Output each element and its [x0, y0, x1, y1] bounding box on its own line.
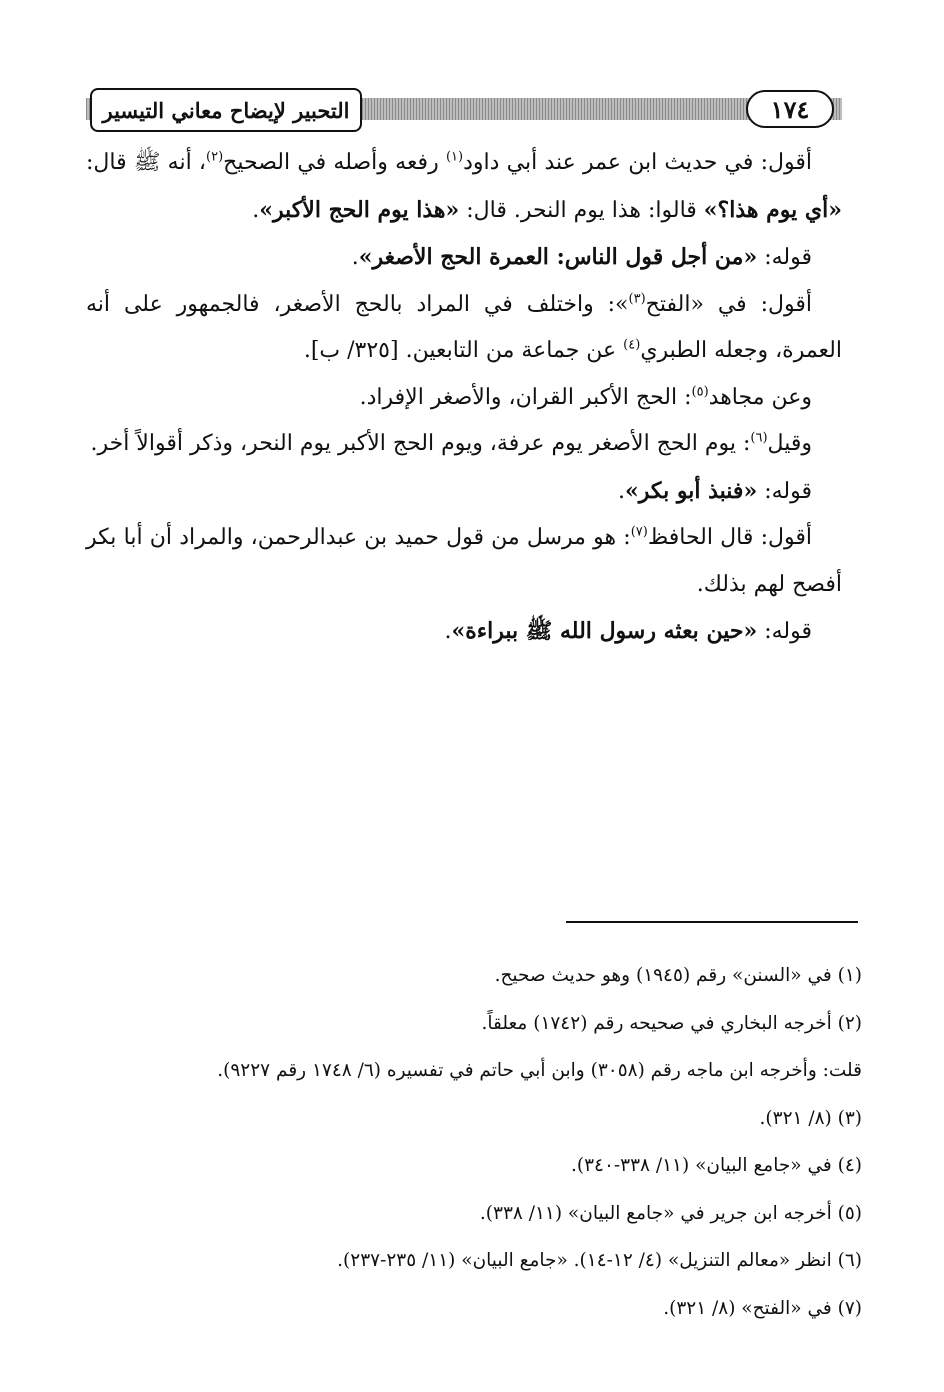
footnote-line: (٤) في «جامع البيان» (١١/ ٣٣٨-٣٤٠).: [570, 1155, 862, 1176]
text-run: .: [351, 245, 359, 270]
text-run: : الحج الأكبر القران، والأصغر الإفراد.: [359, 384, 692, 410]
paragraph: [86, 421, 842, 468]
hadith-quote: «هذا يوم الحج الأكبر»: [259, 196, 460, 223]
footnote-line: (٣) (٨/ ٣٢١).: [759, 1107, 862, 1129]
footnote-line: (١) في «السنن» رقم (١٩٤٥) وهو حديث صحيح.: [494, 965, 862, 986]
text-run: قوله:: [757, 619, 812, 644]
hadith-quote: «فنبذ أبو بكر»: [625, 477, 758, 504]
footnote-ref: (٧): [630, 524, 648, 540]
text-run: وعن مجاهد: [708, 384, 812, 410]
text-run: قوله:: [757, 478, 812, 504]
paragraph: [86, 468, 842, 516]
footnote-line: (٥) أخرجه ابن جرير في «جامع البيان» (١١/ ٣٣٨).: [479, 1202, 862, 1224]
running-title: التحبير لإيضاح معاني التيسير: [90, 88, 362, 132]
footnote-ref: (٢): [206, 149, 224, 165]
page-number: ١٧٤: [746, 90, 834, 128]
footnote-line: (٢) أخرجه البخاري في صحيحه رقم (١٧٤٢) معلقاً.: [481, 1012, 862, 1034]
hadith-quote: «حين بعثه رسول الله ﷺ ببراءة»: [451, 618, 758, 644]
footnote-ref: (٦): [750, 430, 768, 446]
text-run: »: واختلف في المراد بالحج الأصغر، فالجمهور على أنه العمرة، وجعله الطبري: [86, 291, 842, 363]
footnote-separator: [566, 921, 858, 923]
hadith-quote: «من أجل قول الناس: العمرة الحج الأصغر»: [358, 244, 758, 270]
text-run: أقول: قال الحافظ: [647, 525, 812, 550]
footnote-line: قلت: وأخرجه ابن ماجه رقم (٣٠٥٨) وابن أبي حاتم في تفسيره (٦/ ١٧٤٨ رقم ٩٢٢٧).: [217, 1060, 862, 1081]
text-run: أقول: في «الفتح: [645, 291, 812, 317]
hadith-quote: «أي يوم هذا؟»: [703, 196, 842, 223]
paragraph: [86, 375, 842, 422]
text-run: عن جماعة من التابعين. [٣٢٥/ ب].: [303, 338, 624, 363]
text-run: وقيل: [767, 431, 812, 456]
footnote-ref: (٣): [628, 291, 646, 307]
footnote-ref: (٤): [623, 337, 641, 353]
paragraph: [86, 282, 842, 375]
text-run: ، أنه ﷺ قال:: [86, 150, 207, 175]
main-text-body: [86, 140, 842, 656]
paragraph: [86, 140, 842, 234]
text-run: : هو مرسل من قول حميد بن عبدالرحمن، والمراد أن أبا بكر أفصح لهم بذلك.: [86, 525, 842, 597]
footnote-ref: (٥): [691, 384, 709, 400]
paragraph: [86, 515, 842, 608]
footnotes: [86, 952, 862, 1332]
footnote-ref: (١): [445, 149, 464, 165]
page-header: [86, 88, 842, 134]
text-run: قوله:: [757, 245, 812, 270]
footnote-line: (٦) انظر «معالم التنزيل» (٤/ ١٢-١٤). «جامع البيان» (١١/ ٢٣٥-٢٣٧).: [337, 1250, 862, 1271]
paragraph: [86, 608, 842, 656]
text-run: قالوا: هذا يوم النحر. قال:: [459, 197, 704, 223]
text-run: .: [252, 197, 260, 223]
paragraph: [86, 234, 842, 282]
footnote-line: (٧) في «الفتح» (٨/ ٣٢١).: [663, 1297, 862, 1319]
text-run: أقول: في حديث ابن عمر عند أبي داود: [463, 150, 812, 175]
text-run: : يوم الحج الأصغر يوم عرفة، ويوم الحج الأكبر يوم النحر، وذكر أقوالاً أخر.: [90, 431, 751, 456]
text-run: .: [444, 619, 452, 644]
text-run: .: [618, 478, 626, 504]
text-run: رفعه وأصله في الصحيح: [223, 150, 446, 175]
